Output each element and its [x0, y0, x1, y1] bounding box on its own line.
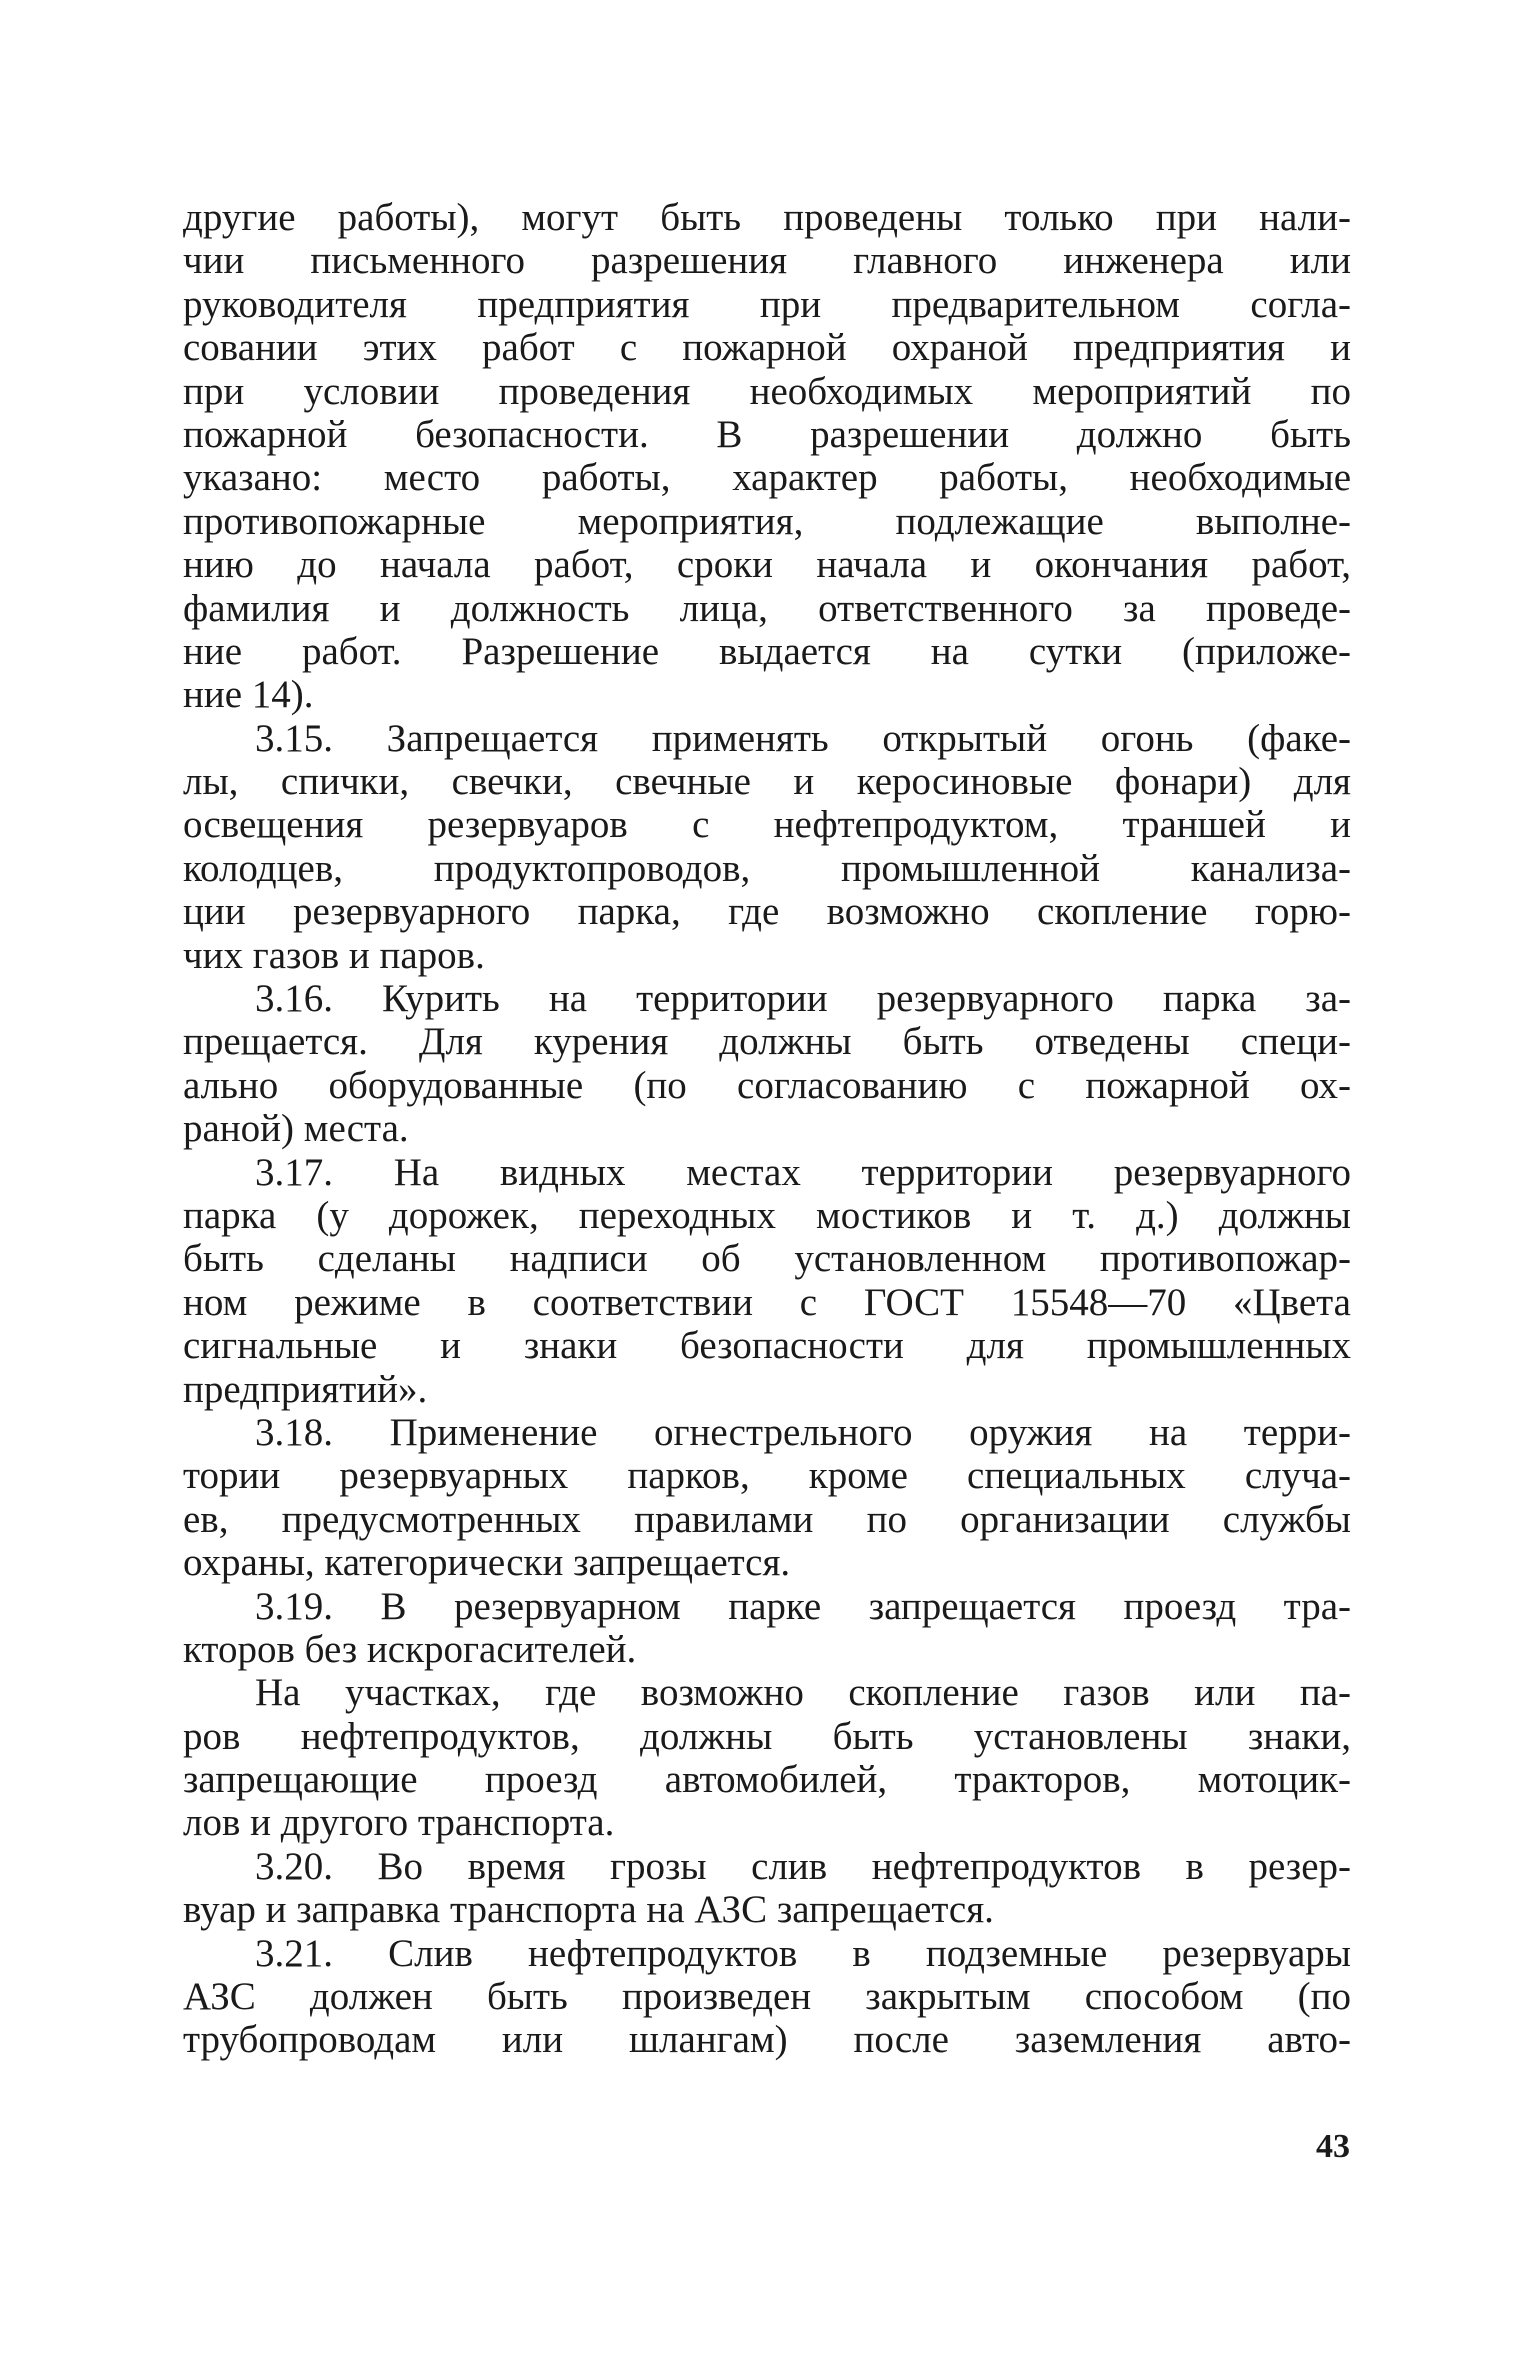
text-line: колодцев, продуктопроводов, промышленной канализа- — [183, 846, 1351, 890]
text-line: ние 14). — [183, 673, 314, 717]
text-line: ев, предусмотренных правилами по организации службы — [183, 1497, 1351, 1541]
text-line: при условии проведения необходимых мероприятий по — [183, 369, 1351, 413]
page-number: 43 — [1316, 2128, 1350, 2165]
text-line: 3.18. Применение огнестрельного оружия на терри- — [255, 1410, 1351, 1454]
text-line: фамилия и должность лица, ответственного за проведе- — [183, 586, 1351, 630]
paragraph-p-3-18 — [183, 1411, 1351, 1585]
text-line: чии письменного разрешения главного инженера или — [183, 239, 1351, 283]
text-line: 3.15. Запрещается применять открытый огонь (факе- — [255, 716, 1351, 760]
text-line: предприятий». — [183, 1367, 428, 1411]
text-line: лов и другого транспорта. — [183, 1801, 615, 1845]
text-line: чих газов и паров. — [183, 933, 485, 977]
body-text — [183, 196, 1351, 2062]
paragraph-p-3-16 — [183, 977, 1351, 1151]
text-line: другие работы), могут быть проведены только при нали- — [183, 196, 1351, 239]
text-line: кторов без искрогасителей. — [183, 1627, 637, 1671]
text-line: парка (у дорожек, переходных мостиков и т. д.) должны — [183, 1193, 1351, 1237]
text-line: руководителя предприятия при предварительном согла- — [183, 282, 1351, 326]
text-line: трубопроводам или шлангам) после заземления авто- — [183, 2018, 1351, 2062]
text-line: ном режиме в соответствии с ГОСТ 15548—70 «Цвета — [183, 1280, 1351, 1324]
paragraph-p-3-17 — [183, 1151, 1351, 1411]
text-line: 3.16. Курить на территории резервуарного парка за- — [255, 977, 1351, 1021]
text-line: указано: место работы, характер работы, необходимые — [183, 456, 1351, 500]
text-line: прещается. Для курения должны быть отведены специ- — [183, 1020, 1351, 1064]
text-line: ально оборудованные (по согласованию с пожарной ох- — [183, 1063, 1351, 1107]
text-line: пожарной безопасности. В разрешении должно быть — [183, 412, 1351, 456]
text-line: тории резервуарных парков, кроме специальных случа- — [183, 1454, 1351, 1498]
text-line: сигнальные и знаки безопасности для промышленных — [183, 1324, 1351, 1368]
text-line: противопожарные мероприятия, подлежащие выполне- — [183, 499, 1351, 543]
paragraph-p-3-19 — [183, 1585, 1351, 1672]
text-line: ние работ. Разрешение выдается на сутки (приложе- — [183, 629, 1351, 673]
text-line: На участках, где возможно скопление газов или па- — [255, 1671, 1351, 1715]
paragraph-p-3-19b — [183, 1671, 1351, 1845]
text-line: раной) места. — [183, 1107, 409, 1151]
text-line: вуар и заправка транспорта на АЗС запрещается. — [183, 1888, 994, 1932]
text-line: лы, спички, свечки, свечные и керосиновые фонари) для — [183, 760, 1351, 804]
paragraph-p-3-15 — [183, 717, 1351, 977]
paragraph-p-3-21 — [183, 1932, 1351, 2062]
text-line: 3.17. На видных местах территории резервуарного — [255, 1150, 1351, 1194]
text-line: ров нефтепродуктов, должны быть установлены знаки, — [183, 1714, 1351, 1758]
text-line: запрещающие проезд автомобилей, тракторов, мотоцик- — [183, 1758, 1351, 1802]
text-line: 3.21. Слив нефтепродуктов в подземные резервуары — [255, 1931, 1351, 1975]
text-line: освещения резервуаров с нефтепродуктом, траншей и — [183, 803, 1351, 847]
text-line: 3.19. В резервуарном парке запрещается проезд тра- — [255, 1584, 1351, 1628]
text-line: совании этих работ с пожарной охраной предприятия и — [183, 326, 1351, 370]
text-line: быть сделаны надписи об установленном противопожар- — [183, 1237, 1351, 1281]
text-line: охраны, категорически запрещается. — [183, 1541, 791, 1585]
text-line: нию до начала работ, сроки начала и окончания работ, — [183, 543, 1351, 587]
text-line: ции резервуарного парка, где возможно скопление горю- — [183, 890, 1351, 934]
paragraph-p-3-20 — [183, 1845, 1351, 1932]
text-line: АЗС должен быть произведен закрытым способом (по — [183, 1975, 1351, 2019]
text-line: 3.20. Во время грозы слив нефтепродуктов в резер- — [255, 1844, 1351, 1888]
paragraph-p-3-14-cont — [183, 196, 1351, 717]
